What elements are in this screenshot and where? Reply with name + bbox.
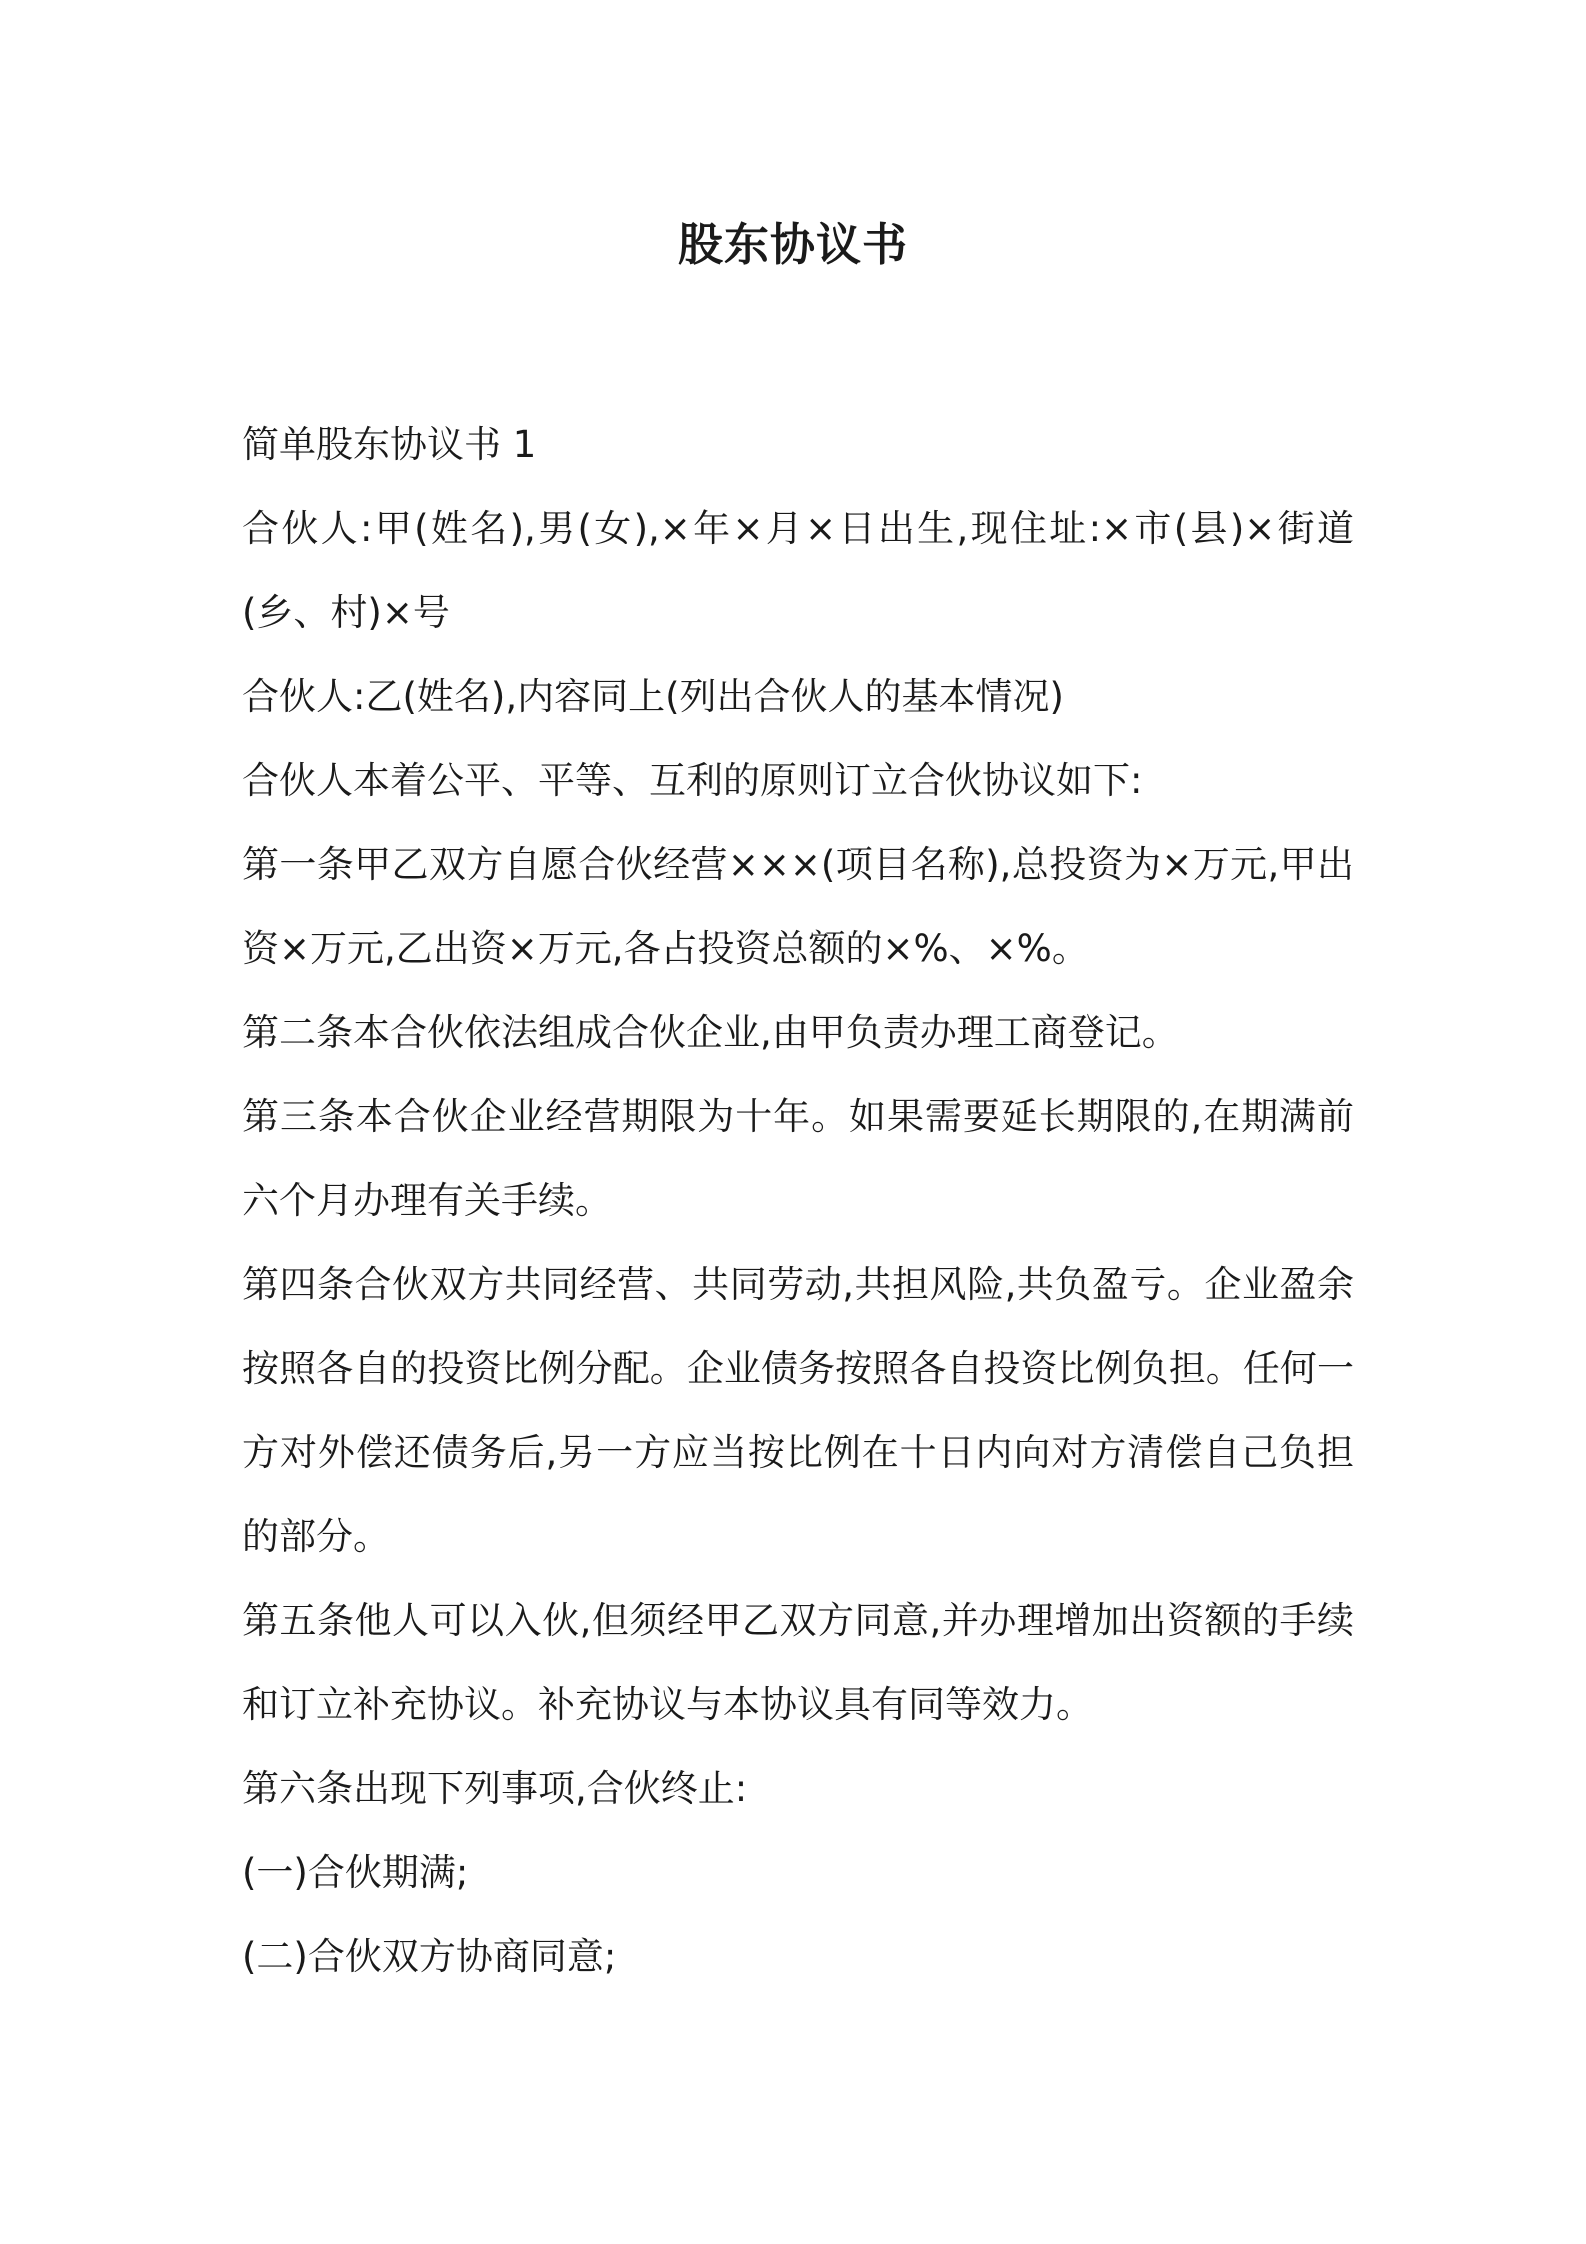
- list-item-termination-1: (一)合伙期满;: [242, 1851, 469, 1894]
- list-item-termination-2: (二)合伙双方协商同意;: [242, 1935, 617, 1978]
- paragraph-heading: 简单股东协议书 1: [242, 423, 537, 466]
- paragraph-article-4: 第四条合伙双方共同经营、共同劳动,共担风险,共负盈亏。企业盈余按照各自的投资比例分配。企业债务按照各自投资比例负担。任何一方对外偿还债务后,另一方应当按比例在十日内向对方清偿自己负担的部分。: [242, 1263, 1354, 1558]
- document-title: 股东协议书: [677, 218, 908, 271]
- paragraph-partner-b: 合伙人:乙(姓名),内容同上(列出合伙人的基本情况): [242, 675, 1064, 718]
- paragraph-preamble: 合伙人本着公平、平等、互利的原则订立合伙协议如下:: [242, 759, 1143, 802]
- document-body: [242, 403, 1354, 1999]
- paragraph-article-5: 第五条他人可以入伙,但须经甲乙双方同意,并办理增加出资额的手续和订立补充协议。补充协议与本协议具有同等效力。: [242, 1599, 1354, 1726]
- paragraph-article-1: 第一条甲乙双方自愿合伙经营×××(项目名称),总投资为×万元,甲出资×万元,乙出资×万元,各占投资总额的×%、×%。: [242, 843, 1354, 970]
- paragraph-article-2: 第二条本合伙依法组成合伙企业,由甲负责办理工商登记。: [242, 1011, 1179, 1054]
- paragraph-partner-a: 合伙人:甲(姓名),男(女),×年×月×日出生,现住址:×市(县)×街道(乡、村)×号: [242, 507, 1354, 634]
- paragraph-article-3: 第三条本合伙企业经营期限为十年。如果需要延长期限的,在期满前六个月办理有关手续。: [242, 1095, 1354, 1222]
- paragraph-article-6: 第六条出现下列事项,合伙终止:: [242, 1767, 748, 1810]
